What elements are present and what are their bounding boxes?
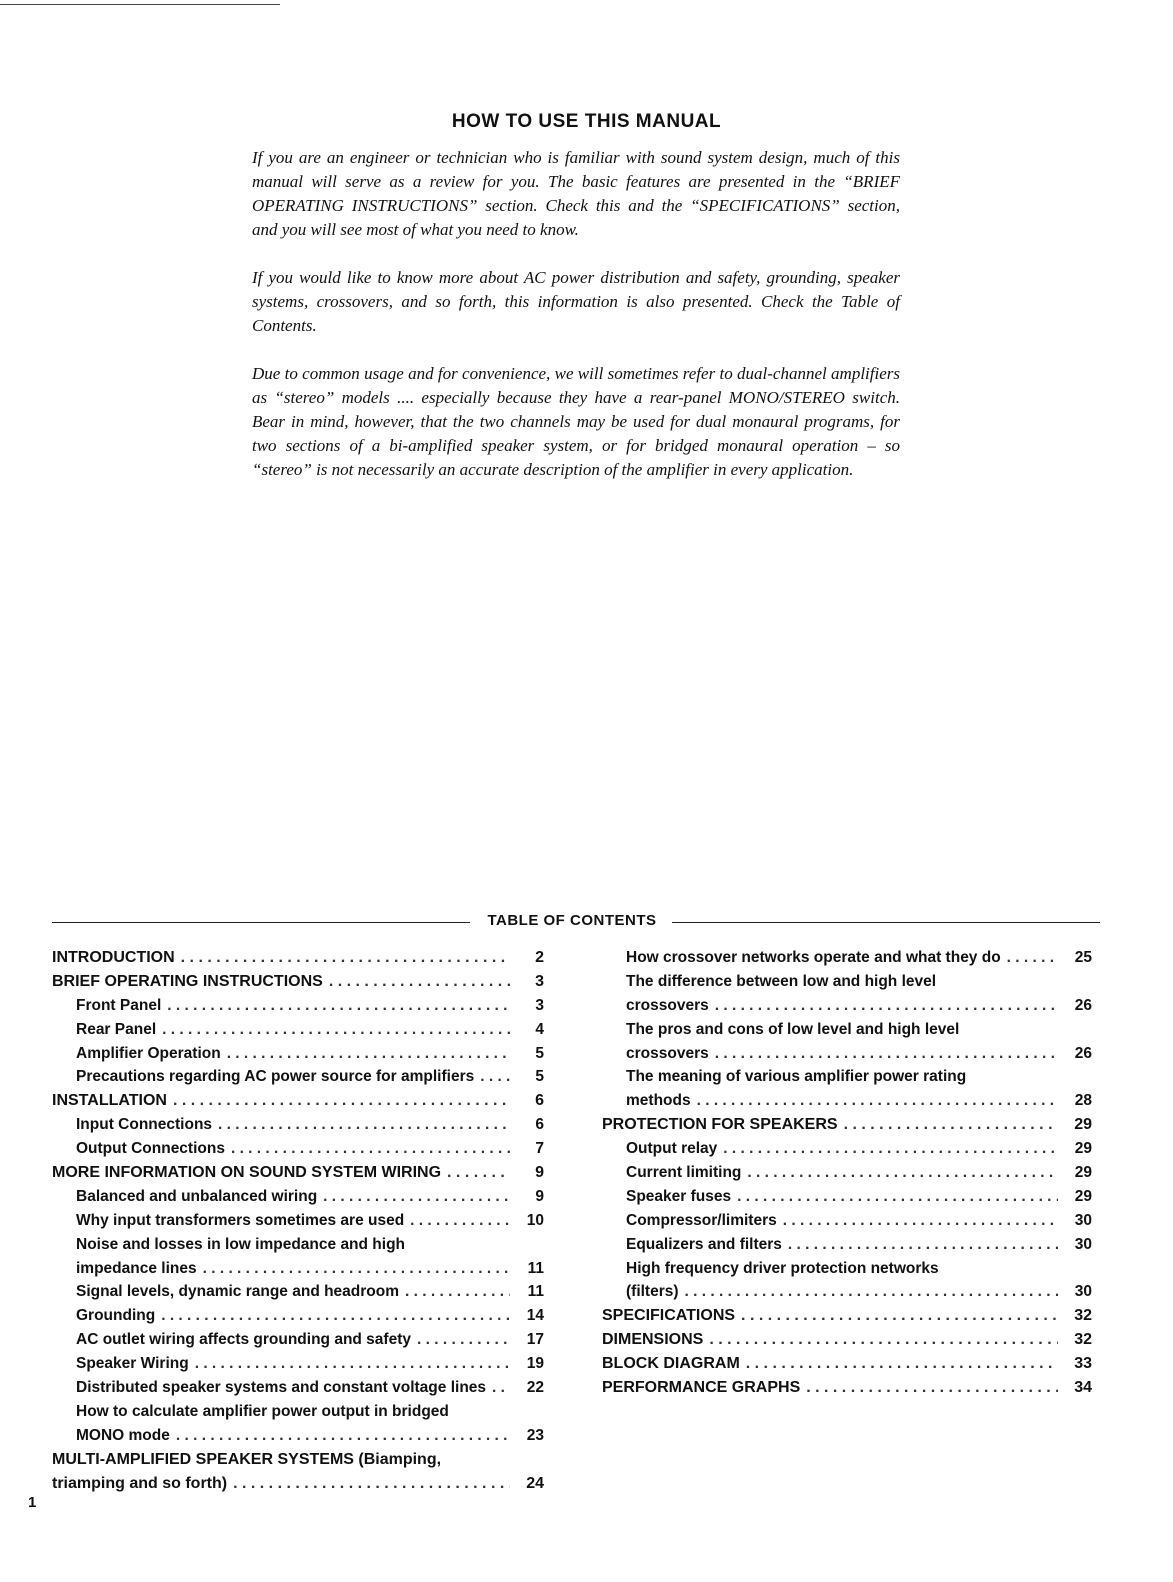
toc-entry-page: 29 xyxy=(1074,1116,1092,1134)
toc-entry-page: 14 xyxy=(526,1307,544,1325)
toc-entry xyxy=(52,1400,544,1424)
toc-entry-title: How crossover networks operate and what they do xyxy=(626,949,1001,966)
toc-heading: TABLE OF CONTENTS xyxy=(487,912,657,929)
toc-entry-title: PERFORMANCE GRAPHS xyxy=(602,1379,801,1397)
toc-entry xyxy=(602,1328,1092,1352)
toc-leader-dots xyxy=(747,1161,1058,1185)
toc-entry-title: Front Panel xyxy=(76,996,162,1014)
toc-entry-title: Balanced and unbalanced wiring xyxy=(76,1187,318,1205)
toc-entry-title: Speaker Wiring xyxy=(76,1355,189,1373)
toc-entry-page: 3 xyxy=(535,972,544,990)
toc-entry-title: crossovers xyxy=(626,1044,709,1062)
toc-entry-title: Noise and losses in low impedance and high xyxy=(76,1235,406,1253)
toc-entry-title: Precautions regarding AC power source for amplifiers xyxy=(76,1068,475,1086)
toc-left-column xyxy=(52,946,544,1495)
toc-entry-title: methods xyxy=(626,1092,691,1110)
toc-leader-dots xyxy=(231,1137,510,1161)
toc-entry-page: 29 xyxy=(1074,1140,1092,1158)
toc-entry-title: Output Connections xyxy=(76,1140,225,1158)
toc-entry-title: triamping and so forth) xyxy=(52,1474,228,1492)
toc-entry-page: 25 xyxy=(1074,949,1092,966)
toc-entry xyxy=(52,1280,544,1304)
toc-entry xyxy=(602,1352,1092,1376)
toc-leader-dots xyxy=(323,1185,510,1209)
toc-entry-title: High frequency driver protection networks xyxy=(626,1259,939,1277)
toc-leader-dots xyxy=(746,1352,1058,1376)
toc-entry-title: Amplifier Operation xyxy=(76,1044,221,1062)
toc-leader-dots xyxy=(405,1280,510,1304)
toc-entry-page: 19 xyxy=(526,1355,544,1373)
toc-entry-title: The pros and cons of low level and high level xyxy=(626,1020,960,1038)
toc-leader-dots xyxy=(480,1065,510,1089)
toc-leader-dots xyxy=(173,1089,510,1113)
toc-entry xyxy=(52,1089,544,1113)
toc-entry xyxy=(52,1448,544,1472)
toc-entry-title: Output relay xyxy=(626,1140,718,1158)
toc-entry xyxy=(52,1185,544,1209)
toc-leader-dots xyxy=(1007,946,1058,970)
toc-entry-title: Input Connections xyxy=(76,1116,213,1134)
scan-edge-line xyxy=(0,4,280,5)
toc-entry xyxy=(52,1376,544,1400)
toc-leader-dots xyxy=(410,1209,510,1233)
toc-entry-title: crossovers xyxy=(626,996,709,1014)
toc-entry xyxy=(52,1304,544,1328)
toc-entry xyxy=(52,994,544,1018)
toc-entry-page: 2 xyxy=(535,949,544,966)
toc-leader-dots xyxy=(203,1257,510,1281)
toc-entry-page: 29 xyxy=(1074,1187,1092,1205)
toc-entry xyxy=(52,970,544,994)
toc-entry-page: 29 xyxy=(1074,1164,1092,1182)
toc-entry-page: 9 xyxy=(535,1187,544,1205)
toc-entry xyxy=(602,1113,1092,1137)
toc-leader-dots xyxy=(685,1280,1058,1304)
toc-leader-dots xyxy=(697,1089,1058,1113)
toc-entry-page: 6 xyxy=(535,1092,544,1110)
toc-entry xyxy=(52,1352,544,1376)
toc-leader-dots xyxy=(788,1233,1058,1257)
toc-leader-dots xyxy=(162,1018,510,1042)
toc-entry xyxy=(602,1209,1092,1233)
toc-entry xyxy=(52,1257,544,1281)
toc-entry-title: (filters) xyxy=(626,1283,679,1301)
toc-leader-dots xyxy=(167,994,510,1018)
toc-entry-title: Rear Panel xyxy=(76,1020,157,1038)
toc-leader-dots xyxy=(844,1113,1058,1137)
toc-leader-dots xyxy=(806,1376,1058,1400)
toc-entry-title: INTRODUCTION xyxy=(52,949,175,966)
toc-entry xyxy=(52,1233,544,1257)
toc-entry xyxy=(602,1185,1092,1209)
toc-right-column xyxy=(602,946,1092,1400)
toc-entry-title: How to calculate amplifier power output in bridged xyxy=(76,1402,449,1420)
page-number: 1 xyxy=(28,1494,37,1511)
toc-entry xyxy=(602,1089,1092,1113)
toc-entry xyxy=(52,1328,544,1352)
toc-entry-page: 34 xyxy=(1074,1379,1092,1397)
toc-entry xyxy=(52,1137,544,1161)
toc-entry xyxy=(602,946,1092,970)
toc-entry-title: impedance lines xyxy=(76,1259,197,1277)
toc-entry-title: PROTECTION FOR SPEAKERS xyxy=(602,1116,838,1134)
toc-entry-title: Speaker fuses xyxy=(626,1187,732,1205)
toc-entry-title: Compressor/limiters xyxy=(626,1211,777,1229)
toc-entry xyxy=(602,1161,1092,1185)
toc-entry xyxy=(52,1472,544,1496)
toc-entry xyxy=(602,1376,1092,1400)
toc-entry-title: MULTI-AMPLIFIED SPEAKER SYSTEMS (Biamping, xyxy=(52,1450,442,1468)
toc-leader-dots xyxy=(715,994,1058,1018)
toc-leader-dots xyxy=(783,1209,1058,1233)
toc-entry-page: 26 xyxy=(1074,1044,1092,1062)
intro-paragraph: Due to common usage and for convenience, we will sometimes refer to dual-channel amplifiers as “stereo” models .... especially because they have a rear-panel MONO/STEREO switch. Bear in mind, however, that the two channels may be used for dual monaural programs, for two sections of a bi-amplified speaker system, or for bridged monaural operation – so “stereo” is not necessarily an accurate description of the amplifier in every application. xyxy=(252,364,900,479)
toc-entry-title: INSTALLATION xyxy=(52,1092,167,1110)
toc-leader-dots xyxy=(737,1185,1058,1209)
toc-rule-right xyxy=(672,922,1100,923)
toc-entry-page: 5 xyxy=(535,1044,544,1062)
toc-entry xyxy=(52,1042,544,1066)
toc-entry-page: 4 xyxy=(535,1020,544,1038)
toc-leader-dots xyxy=(741,1304,1058,1328)
toc-leader-dots xyxy=(492,1376,510,1400)
toc-entry-page: 6 xyxy=(535,1116,544,1134)
intro-paragraph: If you are an engineer or technician who is familiar with sound system design, much of this manual will serve as a review for you. The basic features are presented in the “BRIEF OPERATING INSTRUCTIONS” section. Check this and the “SPECIFICATIONS” section, and you will see most of what you need to know. xyxy=(252,148,900,239)
toc-entry xyxy=(602,1065,1092,1089)
toc-entry-title: Signal levels, dynamic range and headroom xyxy=(76,1283,400,1301)
toc-entry xyxy=(602,994,1092,1018)
toc-entry-title: Equalizers and filters xyxy=(626,1235,782,1253)
toc-entry-page: 11 xyxy=(527,1259,544,1277)
toc-entry xyxy=(602,1018,1092,1042)
toc-entry-title: AC outlet wiring affects grounding and safety xyxy=(76,1331,411,1349)
toc-entry-title: BLOCK DIAGRAM xyxy=(602,1355,740,1373)
toc-leader-dots xyxy=(218,1113,510,1137)
toc-entry-page: 11 xyxy=(527,1283,544,1301)
toc-leader-dots xyxy=(329,970,510,994)
toc-rule-left xyxy=(52,922,470,923)
toc-entry xyxy=(602,1257,1092,1281)
toc-entry-page: 7 xyxy=(535,1140,544,1158)
toc-entry-page: 22 xyxy=(526,1379,544,1397)
toc-entry xyxy=(602,1304,1092,1328)
toc-entry-title: Grounding xyxy=(76,1307,156,1325)
toc-entry-title: BRIEF OPERATING INSTRUCTIONS xyxy=(52,972,323,990)
toc-entry xyxy=(602,970,1092,994)
toc-leader-dots xyxy=(417,1328,510,1352)
toc-entry xyxy=(602,1042,1092,1066)
toc-leader-dots xyxy=(181,946,510,970)
toc-entry-title: Why input transformers sometimes are used xyxy=(76,1211,405,1229)
toc-entry-title: DIMENSIONS xyxy=(602,1331,704,1349)
toc-entry-page: 32 xyxy=(1074,1331,1092,1349)
toc-entry-page: 26 xyxy=(1074,996,1092,1014)
toc-header xyxy=(52,912,1100,932)
toc-entry-title: MORE INFORMATION ON SOUND SYSTEM WIRING xyxy=(52,1164,442,1182)
toc-entry xyxy=(52,1424,544,1448)
toc-entry-page: 10 xyxy=(526,1211,544,1229)
toc-entry-page: 24 xyxy=(526,1474,544,1492)
toc-entry xyxy=(602,1280,1092,1304)
toc-leader-dots xyxy=(723,1137,1058,1161)
toc-entry xyxy=(52,1209,544,1233)
toc-entry-page: 30 xyxy=(1074,1283,1092,1301)
toc-leader-dots xyxy=(709,1328,1058,1352)
toc-entry xyxy=(52,1113,544,1137)
toc-entry-page: 9 xyxy=(535,1164,544,1182)
toc-entry-title: The difference between low and high level xyxy=(626,972,937,990)
toc-leader-dots xyxy=(161,1304,510,1328)
toc-leader-dots xyxy=(195,1352,510,1376)
toc-entry-title: The meaning of various amplifier power rating xyxy=(626,1068,967,1086)
toc-entry-title: SPECIFICATIONS xyxy=(602,1307,736,1325)
toc-entry xyxy=(602,1137,1092,1161)
toc-entry-page: 5 xyxy=(535,1068,544,1086)
toc-leader-dots xyxy=(176,1424,510,1448)
toc-entry-page: 30 xyxy=(1074,1211,1092,1229)
toc-entry-page: 30 xyxy=(1074,1235,1092,1253)
toc-entry-title: Current limiting xyxy=(626,1164,742,1182)
toc-leader-dots xyxy=(227,1042,510,1066)
toc-entry xyxy=(52,1018,544,1042)
toc-entry xyxy=(52,1065,544,1089)
toc-entry xyxy=(602,1233,1092,1257)
toc-entry-page: 33 xyxy=(1074,1355,1092,1373)
toc-entry-page: 23 xyxy=(526,1426,544,1444)
toc-entry-page: 28 xyxy=(1074,1092,1092,1110)
toc-leader-dots xyxy=(233,1472,510,1496)
toc-entry-page: 32 xyxy=(1074,1307,1092,1325)
toc-entry-page: 17 xyxy=(526,1331,544,1349)
page-title: HOW TO USE THIS MANUAL xyxy=(451,110,722,132)
toc-entry xyxy=(52,946,544,970)
toc-entry-page: 3 xyxy=(535,996,544,1014)
toc-entry xyxy=(52,1161,544,1185)
toc-entry-title: Distributed speaker systems and constant voltage lines xyxy=(76,1379,487,1397)
intro-paragraph: If you would like to know more about AC power distribution and safety, grounding, speaker systems, crossovers, and so forth, this information is also presented. Check the Table of Contents. xyxy=(252,268,900,335)
intro-text xyxy=(252,146,900,506)
toc-leader-dots xyxy=(715,1042,1058,1066)
toc-entry-title: MONO mode xyxy=(76,1426,170,1444)
toc-leader-dots xyxy=(447,1161,510,1185)
